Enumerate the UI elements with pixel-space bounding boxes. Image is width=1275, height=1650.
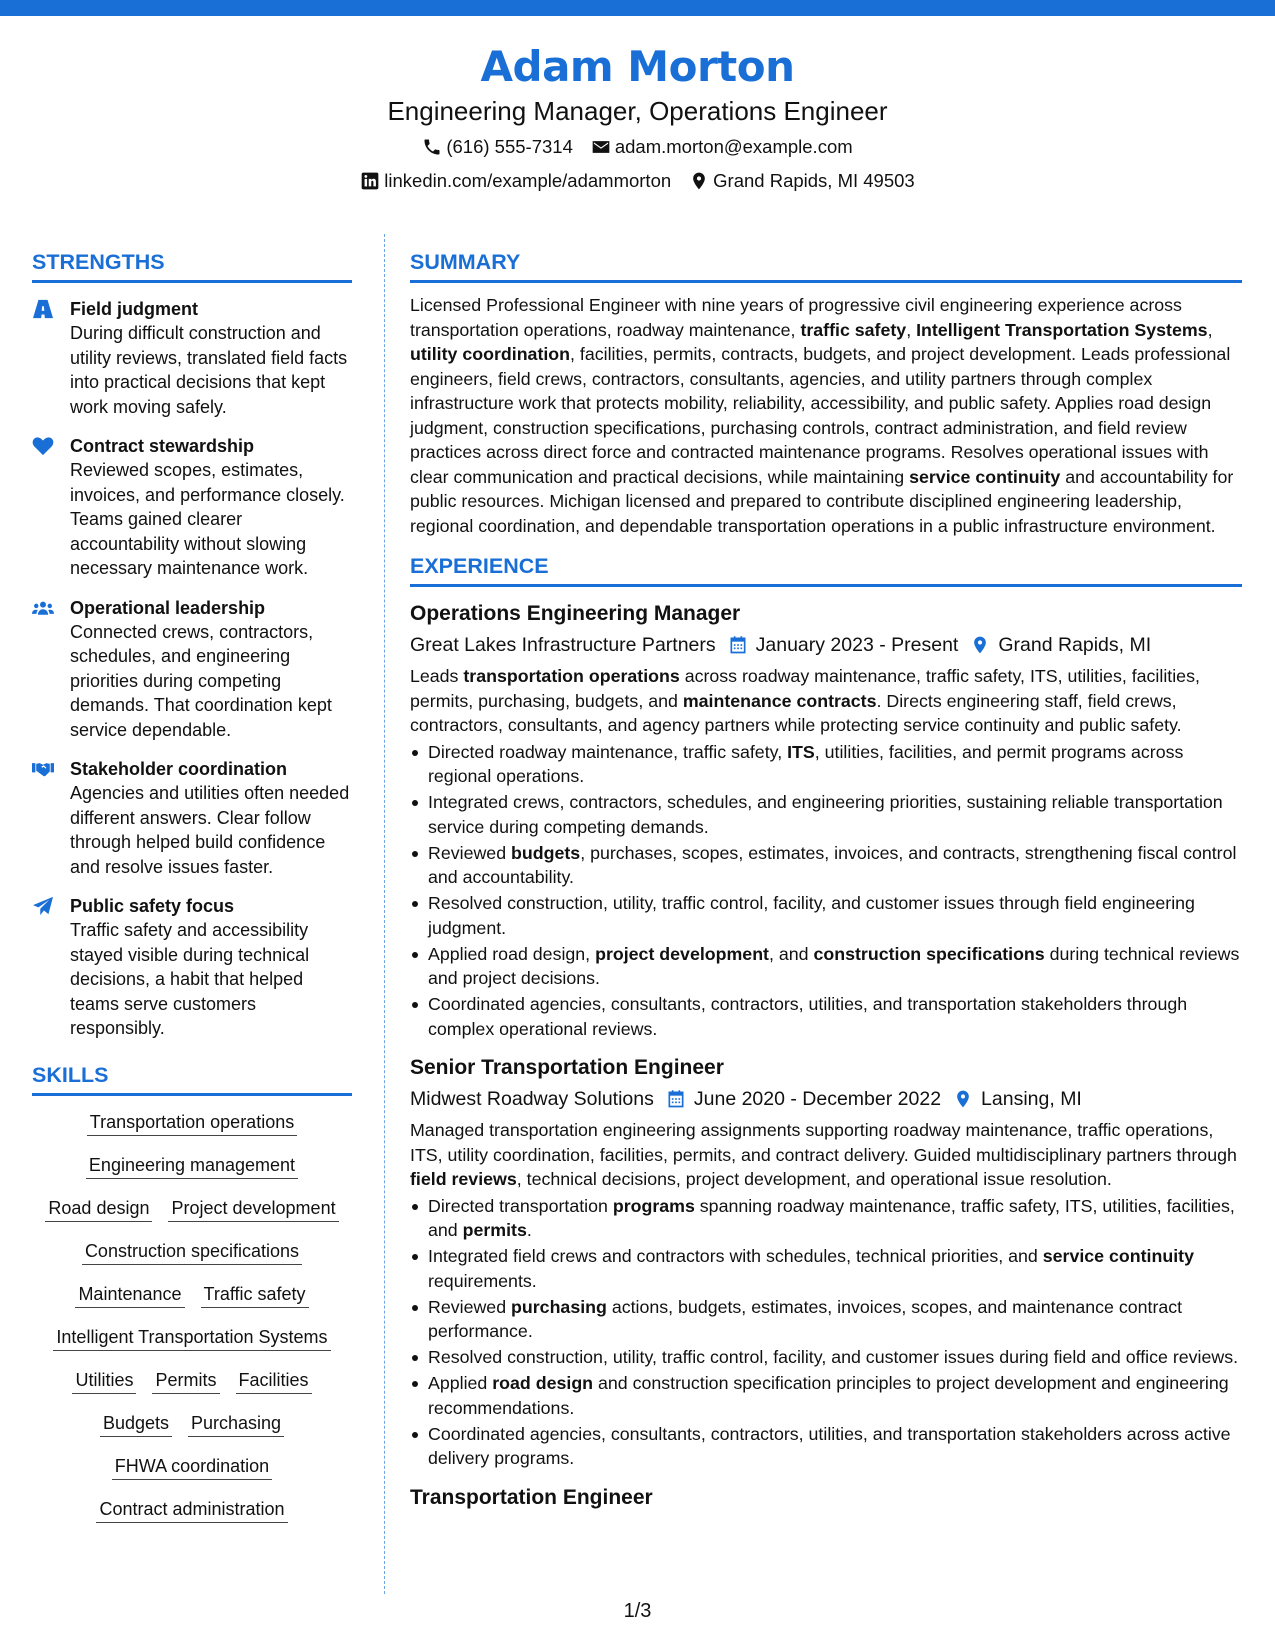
text-segment: Directed roadway maintenance, traffic safety, xyxy=(428,741,788,762)
job-bullets xyxy=(410,1194,1242,1471)
linkedin-icon xyxy=(360,171,380,191)
summary-heading: SUMMARY xyxy=(410,248,1242,283)
strength-item xyxy=(32,596,352,743)
text-segment: Integrated field crews and contractors with schedules, technical priorities, and xyxy=(428,1246,1043,1266)
bold-keyword: ITS xyxy=(787,741,815,762)
text-segment: , purchases, scopes, estimates, invoices, and contracts, strengthening fiscal control and accountability. xyxy=(428,842,1237,887)
job-bullet xyxy=(410,1371,1242,1420)
skills-list xyxy=(32,1110,352,1540)
bold-keyword: transportation operations xyxy=(463,666,680,686)
skills-heading: SKILLS xyxy=(32,1061,352,1096)
linkedin-contact xyxy=(360,166,671,196)
job-entry xyxy=(410,599,1242,1041)
strength-title: Stakeholder coordination xyxy=(70,759,288,779)
column-divider xyxy=(384,234,385,1594)
strength-item xyxy=(32,757,352,879)
left-column xyxy=(32,248,352,1540)
bold-keyword: road design xyxy=(492,1373,594,1393)
summary-text xyxy=(410,293,1242,538)
strength-item xyxy=(32,434,352,581)
job-bullets xyxy=(410,740,1242,1042)
job-location: Lansing, MI xyxy=(981,1088,1082,1110)
bold-keyword: purchasing xyxy=(511,1296,607,1317)
skill-tag: Facilities xyxy=(236,1368,312,1394)
text-segment: Integrated crews, contractors, schedules, and engineering priorities, sustaining reliable transportation service during competing demands. xyxy=(428,792,1223,837)
text-segment: spanning roadway maintenance, traffic safety, ITS, utilities, facilities, and xyxy=(428,1195,1235,1240)
skill-tag: Maintenance xyxy=(75,1282,184,1308)
text-segment: Coordinated agencies, consultants, contractors, utilities, and transportation stakeholders across active delivery programs. xyxy=(428,1423,1231,1468)
text-segment: . Directs engineering staff, field crews, contractors, consultants, and agency partners while protecting service continuity and public safety. xyxy=(410,690,1182,735)
phone-contact xyxy=(422,132,573,162)
contact-line-2 xyxy=(0,166,1275,196)
text-segment: Managed transportation engineering assignments supporting roadway maintenance, traffic operations, ITS, utility coordination, facilities, permits, and contract delivery. Guided multidisciplinary partners through xyxy=(410,1120,1237,1165)
job-location: Grand Rapids, MI xyxy=(998,634,1152,656)
text-segment: Reviewed xyxy=(428,842,512,863)
job-dates: January 2023 - Present xyxy=(755,634,959,656)
heart-icon xyxy=(32,436,54,456)
experience-section xyxy=(410,552,1242,1513)
strengths-list xyxy=(32,297,352,1041)
location-text: Grand Rapids, MI 49503 xyxy=(713,170,915,191)
job-entry xyxy=(410,1053,1242,1471)
right-column xyxy=(410,248,1242,1513)
text-segment: , and xyxy=(768,943,814,964)
text-segment: Licensed Professional Engineer with nine years of progressive civil engineering experience across transportation operations, roadway maintenance, xyxy=(410,295,1182,340)
users-icon xyxy=(32,598,54,618)
skill-tag: Budgets xyxy=(100,1411,172,1437)
text-segment: , xyxy=(1207,319,1213,340)
job-bullet xyxy=(410,942,1242,991)
text-segment: , xyxy=(906,319,917,340)
resume-header xyxy=(0,40,1275,196)
location-contact xyxy=(689,166,915,196)
strength-description: Connected crews, contractors, schedules, and engineering priorities during competing demands. That coordination kept service dependable. xyxy=(70,621,332,740)
job-entry xyxy=(410,1483,1242,1513)
text-segment: . xyxy=(526,1220,532,1240)
bold-keyword: permits xyxy=(462,1220,527,1240)
job-bullet xyxy=(410,1244,1242,1293)
job-bullet xyxy=(410,992,1242,1041)
skill-tag: Traffic safety xyxy=(201,1282,309,1308)
text-segment: , facilities, permits, contracts, budgets, and project development. Leads professional engineers, field crews, contractors, consultants, agencies, and utility partners through complex infrastructure work that protects mobility, reliability, accessibility, and public safety. Applies road design judgment, construction specifications, purchasing controls, contract administration, and field review practices across direct force and contracted maintenance programs. Resolves operational issues with clear communication and practical decisions, while maintaining xyxy=(410,344,1231,487)
skill-tag: Permits xyxy=(152,1368,219,1394)
calendar-icon xyxy=(728,635,748,655)
company-name: Midwest Roadway Solutions xyxy=(410,1088,654,1110)
skill-tag: Utilities xyxy=(72,1368,136,1394)
skill-tag: Road design xyxy=(45,1196,152,1222)
job-dates: June 2020 - December 2022 xyxy=(693,1088,942,1110)
phone-number: (616) 555-7314 xyxy=(446,136,573,157)
strengths-heading: STRENGTHS xyxy=(32,248,352,283)
text-segment: Leads xyxy=(410,666,464,686)
phone-icon xyxy=(422,137,442,157)
text-segment: Directed transportation xyxy=(428,1195,613,1216)
bold-keyword: field reviews xyxy=(410,1169,517,1189)
skill-tag: Project development xyxy=(168,1196,338,1222)
strength-title: Operational leadership xyxy=(70,597,266,618)
job-title: Transportation Engineer xyxy=(410,1485,653,1509)
text-segment: Applied road design, xyxy=(428,943,596,964)
bold-keyword: traffic safety xyxy=(800,319,907,340)
job-bullet xyxy=(410,1345,1242,1370)
strength-description: Traffic safety and accessibility stayed visible during technical decisions, a habit that helped teams serve customers responsibly. xyxy=(70,920,310,1038)
text-segment: Coordinated agencies, consultants, contractors, utilities, and transportation stakeholders through complex operational reviews. xyxy=(428,994,1188,1039)
road-icon xyxy=(32,299,54,319)
bold-keyword: Intelligent Transportation Systems xyxy=(916,319,1208,340)
text-segment: Applied xyxy=(428,1373,493,1393)
strength-description: During difficult construction and utility reviews, translated field facts into practical decisions that kept work moving safely. xyxy=(70,323,348,417)
bold-keyword: service continuity xyxy=(1042,1246,1194,1266)
candidate-title: Engineering Manager, Operations Engineer xyxy=(387,96,888,126)
map-pin-icon xyxy=(953,1089,973,1109)
text-segment: during technical reviews and project decisions. xyxy=(428,943,1240,988)
page-number: 1/3 xyxy=(623,1600,652,1622)
paper-plane-icon xyxy=(32,896,54,916)
job-title: Operations Engineering Manager xyxy=(410,602,741,625)
strength-title: Contract stewardship xyxy=(70,436,255,456)
skill-tag: Purchasing xyxy=(188,1411,284,1437)
contact-line-1 xyxy=(0,132,1275,162)
text-segment: and construction specification principles to project development and engineering recommendations. xyxy=(428,1373,1229,1418)
job-description xyxy=(410,1118,1242,1192)
calendar-icon xyxy=(666,1089,686,1109)
job-description xyxy=(410,664,1242,738)
bold-keyword: programs xyxy=(612,1195,695,1216)
job-bullet xyxy=(410,1422,1242,1471)
strength-item xyxy=(32,297,352,419)
email-address[interactable]: adam.morton@example.com xyxy=(614,136,853,157)
map-pin-icon xyxy=(689,171,709,191)
handshake-icon xyxy=(32,759,54,779)
experience-heading: EXPERIENCE xyxy=(410,552,1242,587)
bold-keyword: budgets xyxy=(511,842,581,863)
job-bullet xyxy=(410,1295,1242,1344)
job-bullet xyxy=(410,790,1242,839)
bold-keyword: construction specifications xyxy=(813,943,1045,964)
skill-tag: Engineering management xyxy=(86,1153,298,1179)
skills-section xyxy=(32,1061,352,1540)
envelope-icon xyxy=(591,137,611,157)
bold-keyword: service continuity xyxy=(909,466,1061,487)
email-contact xyxy=(591,132,853,162)
map-pin-icon xyxy=(970,635,990,655)
skill-tag: Transportation operations xyxy=(87,1110,297,1136)
strength-title: Public safety focus xyxy=(70,896,235,916)
top-accent-bar xyxy=(0,0,1275,16)
text-segment: Resolved construction, utility, traffic control, facility, and customer issues during field and office reviews. xyxy=(428,1347,1239,1367)
text-segment: requirements. xyxy=(428,1270,537,1291)
strength-item xyxy=(32,894,352,1041)
strength-description: Reviewed scopes, estimates, invoices, and performance closely. Teams gained clearer accountability without slowing necessary maintenance work. xyxy=(70,460,345,578)
text-segment: actions, budgets, estimates, invoices, scopes, and maintenance contract performance. xyxy=(428,1296,1183,1341)
strength-title: Field judgment xyxy=(70,299,198,319)
bold-keyword: project development xyxy=(595,943,769,964)
skill-tag: Intelligent Transportation Systems xyxy=(53,1325,330,1351)
job-bullet xyxy=(410,891,1242,940)
skill-tag: FHWA coordination xyxy=(112,1454,272,1480)
job-meta xyxy=(410,1084,1242,1114)
job-title: Senior Transportation Engineer xyxy=(410,1056,724,1079)
job-bullet xyxy=(410,841,1242,890)
bold-keyword: utility coordination xyxy=(410,344,571,364)
job-bullet xyxy=(410,1194,1242,1243)
job-meta xyxy=(410,630,1242,660)
bold-keyword: maintenance contracts xyxy=(682,690,877,711)
company-name: Great Lakes Infrastructure Partners xyxy=(410,634,716,656)
text-segment: and accountability for public resources. Michigan licensed and prepared to contribute disciplined engineering leadership, regional coordination, and dependable transportation operations in a public infrastructure environment. xyxy=(410,466,1234,536)
text-segment: Resolved construction, utility, traffic control, facility, and customer issues through field engineering judgment. xyxy=(428,893,1195,938)
strength-description: Agencies and utilities often needed different answers. Clear follow through helped build confidence and resolve issues faster. xyxy=(70,783,350,877)
text-segment: , technical decisions, project development, and operational issue resolution. xyxy=(516,1169,1112,1189)
text-segment: , utilities, facilities, and permit programs across regional operations. xyxy=(428,741,1184,786)
job-bullet xyxy=(410,740,1242,789)
text-segment: across roadway maintenance, traffic safety, ITS, utilities, facilities, permits, purchasing, budgets, and xyxy=(410,666,1200,711)
candidate-name: Adam Morton xyxy=(480,42,795,91)
skill-tag: Contract administration xyxy=(96,1497,287,1523)
text-segment: Reviewed xyxy=(428,1296,512,1317)
skill-tag: Construction specifications xyxy=(82,1239,302,1265)
linkedin-url[interactable]: linkedin.com/example/adammorton xyxy=(384,170,672,191)
